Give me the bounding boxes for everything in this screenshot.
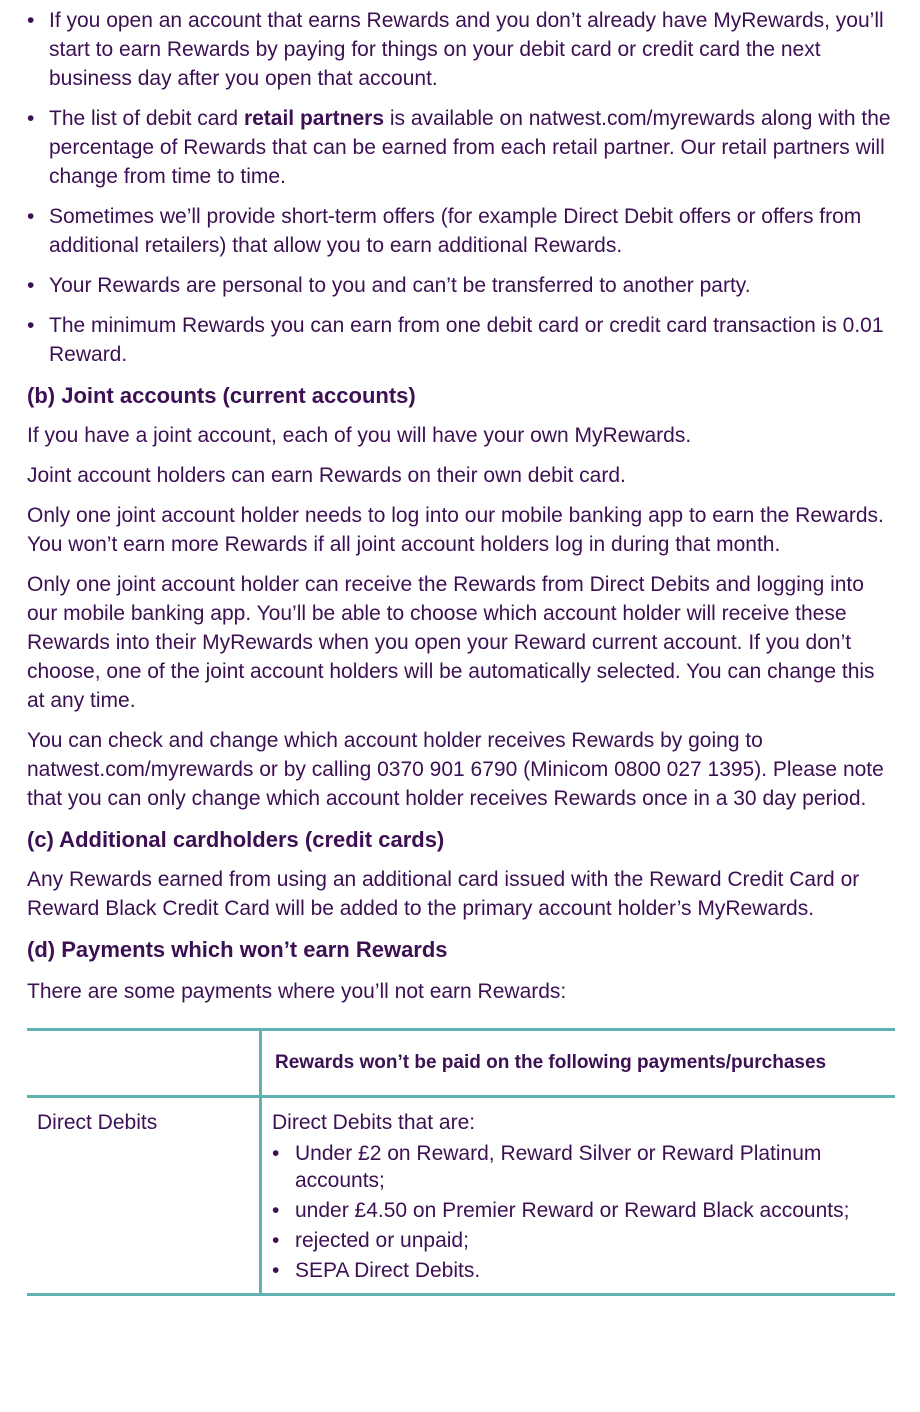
exclusion-list bbox=[272, 1140, 895, 1284]
paragraph: If you have a joint account, each of you will have your own MyRewards. bbox=[27, 424, 692, 447]
paragraph: Only one joint account holder can receive the Rewards from Direct Debits and logging into our mobile banking app. You’ll be able to choose which account holder will receive these Rewards into their MyRewards when you open your Reward current account. If you don’t choose, one of the joint account holders will be automatically selected. You can change this at any time. bbox=[27, 573, 875, 712]
paragraph: Any Rewards earned from using an additional card issued with the Reward Credit Card or Reward Black Credit Card will be added to the primary account holder’s MyRewards. bbox=[27, 868, 860, 920]
rewards-bullet-list bbox=[27, 6, 895, 369]
list-item: • under £4.50 on Premier Reward or Reward Black accounts; bbox=[272, 1197, 895, 1224]
list-item: • rejected or unpaid; bbox=[272, 1227, 895, 1254]
payments-no-rewards-heading: (d) Payments which won’t earn Rewards bbox=[27, 937, 448, 962]
row-label: Direct Debits bbox=[27, 1097, 261, 1295]
joint-accounts-heading: (b) Joint accounts (current accounts) bbox=[27, 383, 416, 408]
additional-cardholders-heading: (c) Additional cardholders (credit cards) bbox=[27, 827, 445, 852]
list-item: • Your Rewards are personal to you and can’t be transferred to another party. bbox=[27, 271, 895, 300]
exclusions-table bbox=[27, 1028, 895, 1296]
list-item: • The minimum Rewards you can earn from one debit card or credit card transaction is 0.01 Reward. bbox=[27, 311, 895, 369]
row-details bbox=[261, 1097, 896, 1295]
table-header-empty bbox=[27, 1030, 261, 1097]
list-item: • Sometimes we’ll provide short-term offers (for example Direct Debit offers or offers from additional retailers) that allow you to earn additional Rewards. bbox=[27, 202, 895, 260]
document-page bbox=[27, 6, 895, 1296]
list-item: • If you open an account that earns Rewards and you don’t already have MyRewards, you’ll start to earn Rewards by paying for things on your debit card or credit card the next business day after you open that account. bbox=[27, 6, 895, 93]
paragraph: There are some payments where you’ll not earn Rewards: bbox=[27, 980, 567, 1003]
list-item: • Under £2 on Reward, Reward Silver or Reward Platinum accounts; bbox=[272, 1140, 895, 1194]
paragraph: You can check and change which account holder receives Rewards by going to natwest.com/myrewards or by calling 0370 901 6790 (Minicom 0800 027 1395). Please note that you can only change which account holder receives Rewards once in a 30 day period. bbox=[27, 729, 884, 810]
retail-partners-bold: retail partners bbox=[243, 107, 384, 130]
table-header-row bbox=[27, 1030, 895, 1097]
row-lead-text: Direct Debits that are: bbox=[272, 1111, 476, 1134]
table-header-cell: Rewards won’t be paid on the following payments/purchases bbox=[261, 1030, 896, 1097]
paragraph: Joint account holders can earn Rewards on their own debit card. bbox=[27, 464, 626, 487]
list-item: • SEPA Direct Debits. bbox=[272, 1257, 895, 1284]
list-item: • The list of debit card retail partners is available on natwest.com/myrewards along with the percentage of Rewards that can be earned from each retail partner. Our retail partners will change from time to time. bbox=[27, 104, 895, 191]
paragraph: Only one joint account holder needs to log into our mobile banking app to earn the Rewards. You won’t earn more Rewards if all joint account holders log in during that month. bbox=[27, 504, 884, 556]
table-row bbox=[27, 1097, 895, 1295]
